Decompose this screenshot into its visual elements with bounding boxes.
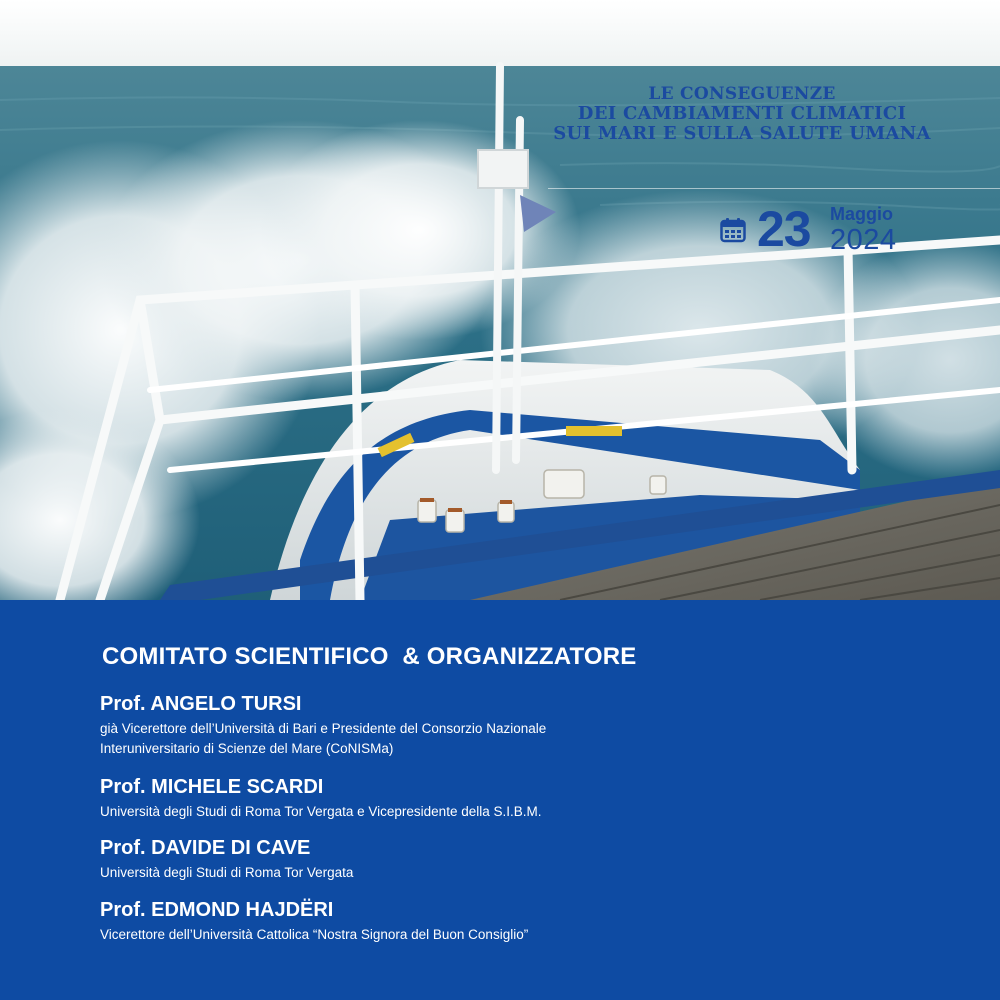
member-role: Università degli Studi di Roma Tor Vergata <box>100 865 354 880</box>
member-role: Interuniversitario di Scienze del Mare (CoNISMa) <box>100 741 394 756</box>
member-name: Prof. DAVIDE DI CAVE <box>100 837 311 859</box>
committee-panel <box>0 600 1000 1000</box>
event-title <box>542 84 942 144</box>
title-line: SUI MARI E SULLA SALUTE UMANA <box>553 123 931 144</box>
member-name: Prof. ANGELO TURSI <box>100 693 302 715</box>
committee-member <box>100 692 900 759</box>
member-name: Prof. EDMOND HAJDËRI <box>100 899 334 921</box>
committee-member <box>100 836 900 883</box>
committee-heading: COMITATO SCIENTIFICO & ORGANIZZATORE <box>102 643 637 670</box>
committee-member <box>100 775 900 822</box>
title-line: LE CONSEGUENZE <box>648 84 836 104</box>
date-month: Maggio <box>830 204 893 224</box>
member-role: Vicerettore dell’Università Cattolica “Nostra Signora del Buon Consiglio” <box>100 927 529 942</box>
committee-member <box>100 898 900 945</box>
title-divider <box>548 188 1000 189</box>
date-year: 2024 <box>830 224 897 256</box>
member-name: Prof. MICHELE SCARDI <box>100 776 324 798</box>
title-line: DEI CAMBIAMENTI CLIMATICI <box>577 103 907 124</box>
calendar-icon <box>720 217 746 243</box>
member-role: già Vicerettore dell’Università di Bari e Presidente del Consorzio Nazionale <box>100 721 547 736</box>
date-day: 23 <box>757 201 811 257</box>
member-role: Università degli Studi di Roma Tor Vergata e Vicepresidente della S.I.B.M. <box>100 804 542 819</box>
